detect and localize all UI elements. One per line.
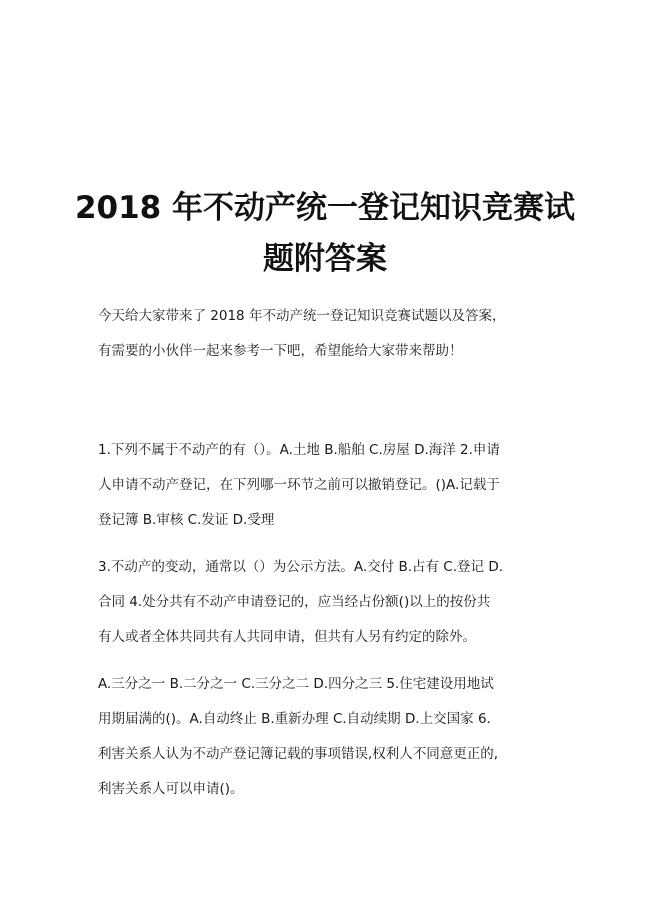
paragraph-line: 人申请不动产登记，在下列哪一环节之前可以撤销登记。()A.记载于	[98, 477, 500, 493]
paragraph-line: 1.下列不属于不动产的有（）。A.土地 B.船舶 C.房屋 D.海洋 2.申请	[98, 442, 500, 458]
paragraph-line: 有人或者全体共同共有人共同申请，但共有人另有约定的除外。	[98, 629, 476, 645]
question-paragraph-3	[98, 667, 568, 807]
document-title-line-1: 2018 年不动产统一登记知识竞赛试	[74, 190, 576, 226]
paragraph-line: 用期届满的()。A.自动终止 B.重新办理 C.自动续期 D.上交国家 6.	[98, 711, 491, 727]
intro-paragraph	[98, 299, 568, 369]
paragraph-line: 3.不动产的变动，通常以（）为公示方法。A.交付 B.占有 C.登记 D.	[98, 559, 503, 575]
paragraph-line: A.三分之一 B.二分之一 C.三分之二 D.四分之三 5.住宅建设用地试	[98, 676, 494, 692]
document-title-line-2: 题附答案	[263, 241, 387, 277]
paragraph-line: 登记簿 B.审核 C.发证 D.受理	[98, 512, 275, 528]
paragraph-line: 利害关系人可以申请()。	[98, 781, 244, 797]
question-paragraph-2	[98, 550, 568, 655]
intro-line: 今天给大家带来了 2018 年不动产统一登记知识竞赛试题以及答案，	[98, 308, 506, 324]
paragraph-line: 合同 4.处分共有不动产申请登记的，应当经占份额()以上的按份共	[98, 594, 491, 610]
intro-line: 有需要的小伙伴一起来参考一下吧，希望能给大家带来帮助！	[98, 343, 463, 359]
question-paragraph-1	[98, 433, 568, 538]
paragraph-line: 利害关系人认为不动产登记簿记载的事项错误,权利人不同意更正的,	[98, 746, 499, 762]
